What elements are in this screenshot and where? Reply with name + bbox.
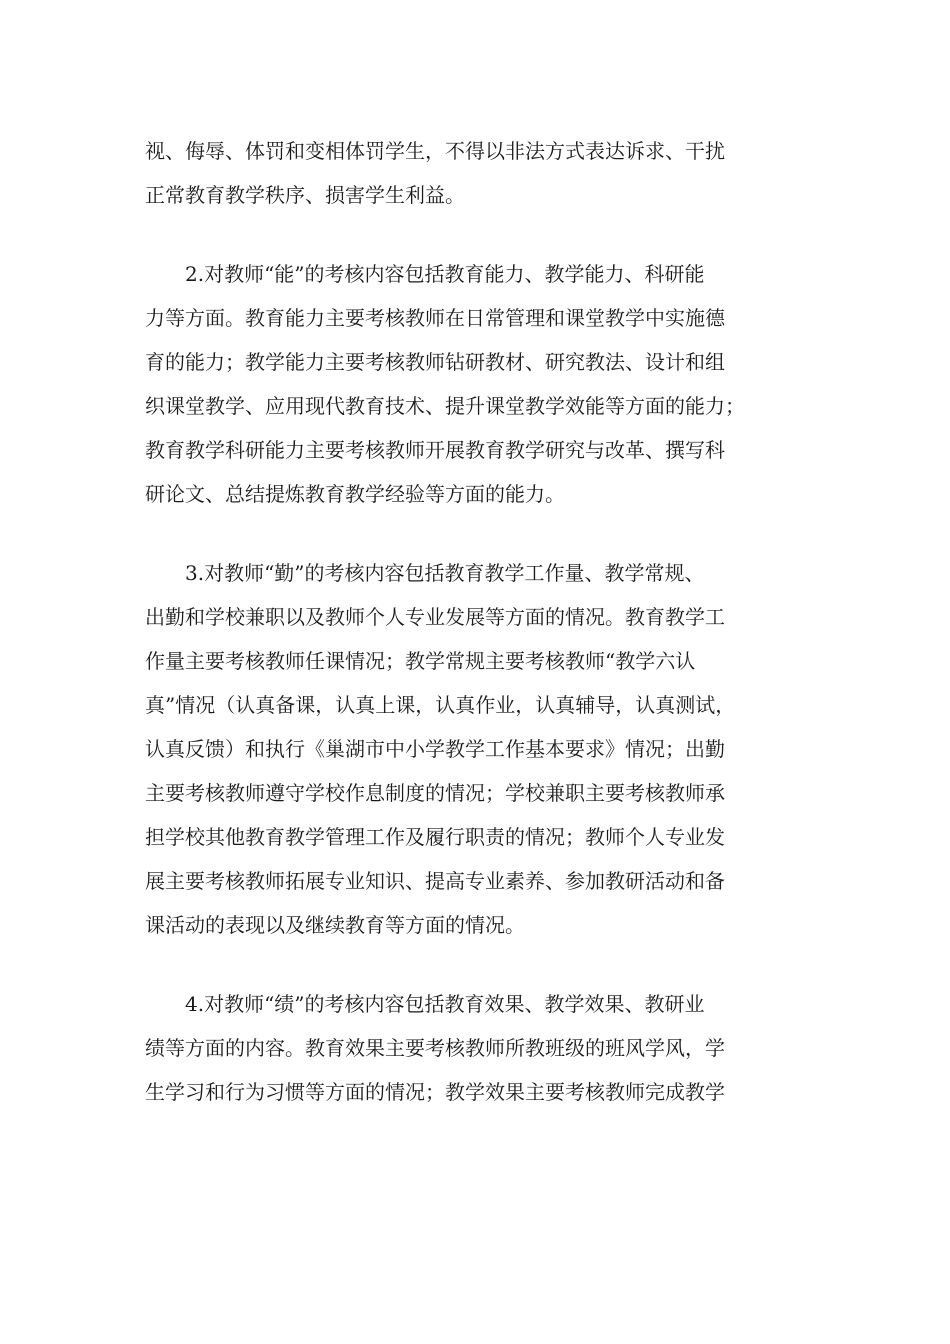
text-line: 生学习和行为习惯等方面的情况；教学效果主要考核教师完成教学 bbox=[145, 1080, 725, 1104]
text-line: 织课堂教学、应用现代教育技术、提升课堂教学效能等方面的能力； bbox=[145, 394, 745, 418]
text-line: 力等方面。教育能力主要考核教师在日常管理和课堂教学中实施德 bbox=[145, 306, 725, 330]
text-line: 展主要考核教师拓展专业知识、提高专业素养、参加教研活动和备 bbox=[145, 869, 725, 893]
text-line: 真”情况（认真备课，认真上课，认真作业，认真辅导，认真测试， bbox=[145, 693, 736, 717]
text-line: 担学校其他教育教学管理工作及履行职责的情况；教师个人专业发 bbox=[145, 825, 725, 849]
text-line: 育的能力；教学能力主要考核教师钻研教材、研究教法、设计和组 bbox=[145, 350, 725, 374]
text-line: 4.对教师“绩”的考核内容包括教育效果、教学效果、教研业 bbox=[185, 992, 705, 1016]
text-line: 认真反馈）和执行《巢湖市中小学教学工作基本要求》情况；出勤 bbox=[145, 737, 725, 761]
text-line: 2.对教师“能”的考核内容包括教育能力、教学能力、科研能 bbox=[185, 262, 705, 286]
text-line: 课活动的表现以及继续教育等方面的情况。 bbox=[145, 913, 525, 937]
text-line: 作量主要考核教师任课情况；教学常规主要考核教师“教学六认 bbox=[145, 649, 696, 673]
text-line: 3.对教师“勤”的考核内容包括教育教学工作量、教学常规、 bbox=[185, 561, 705, 585]
paragraph-3 bbox=[145, 551, 805, 947]
paragraph-continuation bbox=[145, 129, 805, 217]
document-body bbox=[145, 129, 805, 1114]
paragraph-4 bbox=[145, 982, 805, 1114]
text-line: 绩等方面的内容。教育效果主要考核教师所教班级的班风学风，学 bbox=[145, 1036, 725, 1060]
text-line: 视、侮辱、体罚和变相体罚学生，不得以非法方式表达诉求、干扰 bbox=[145, 139, 725, 163]
text-line: 主要考核教师遵守学校作息制度的情况；学校兼职主要考核教师承 bbox=[145, 781, 725, 805]
paragraph-2 bbox=[145, 252, 805, 516]
text-line: 出勤和学校兼职以及教师个人专业发展等方面的情况。教育教学工 bbox=[145, 605, 725, 629]
text-line: 研论文、总结提炼教育教学经验等方面的能力。 bbox=[145, 482, 565, 506]
text-line: 正常教育教学秩序、损害学生利益。 bbox=[145, 183, 465, 207]
text-line: 教育教学科研能力主要考核教师开展教育教学研究与改革、撰写科 bbox=[145, 438, 725, 462]
